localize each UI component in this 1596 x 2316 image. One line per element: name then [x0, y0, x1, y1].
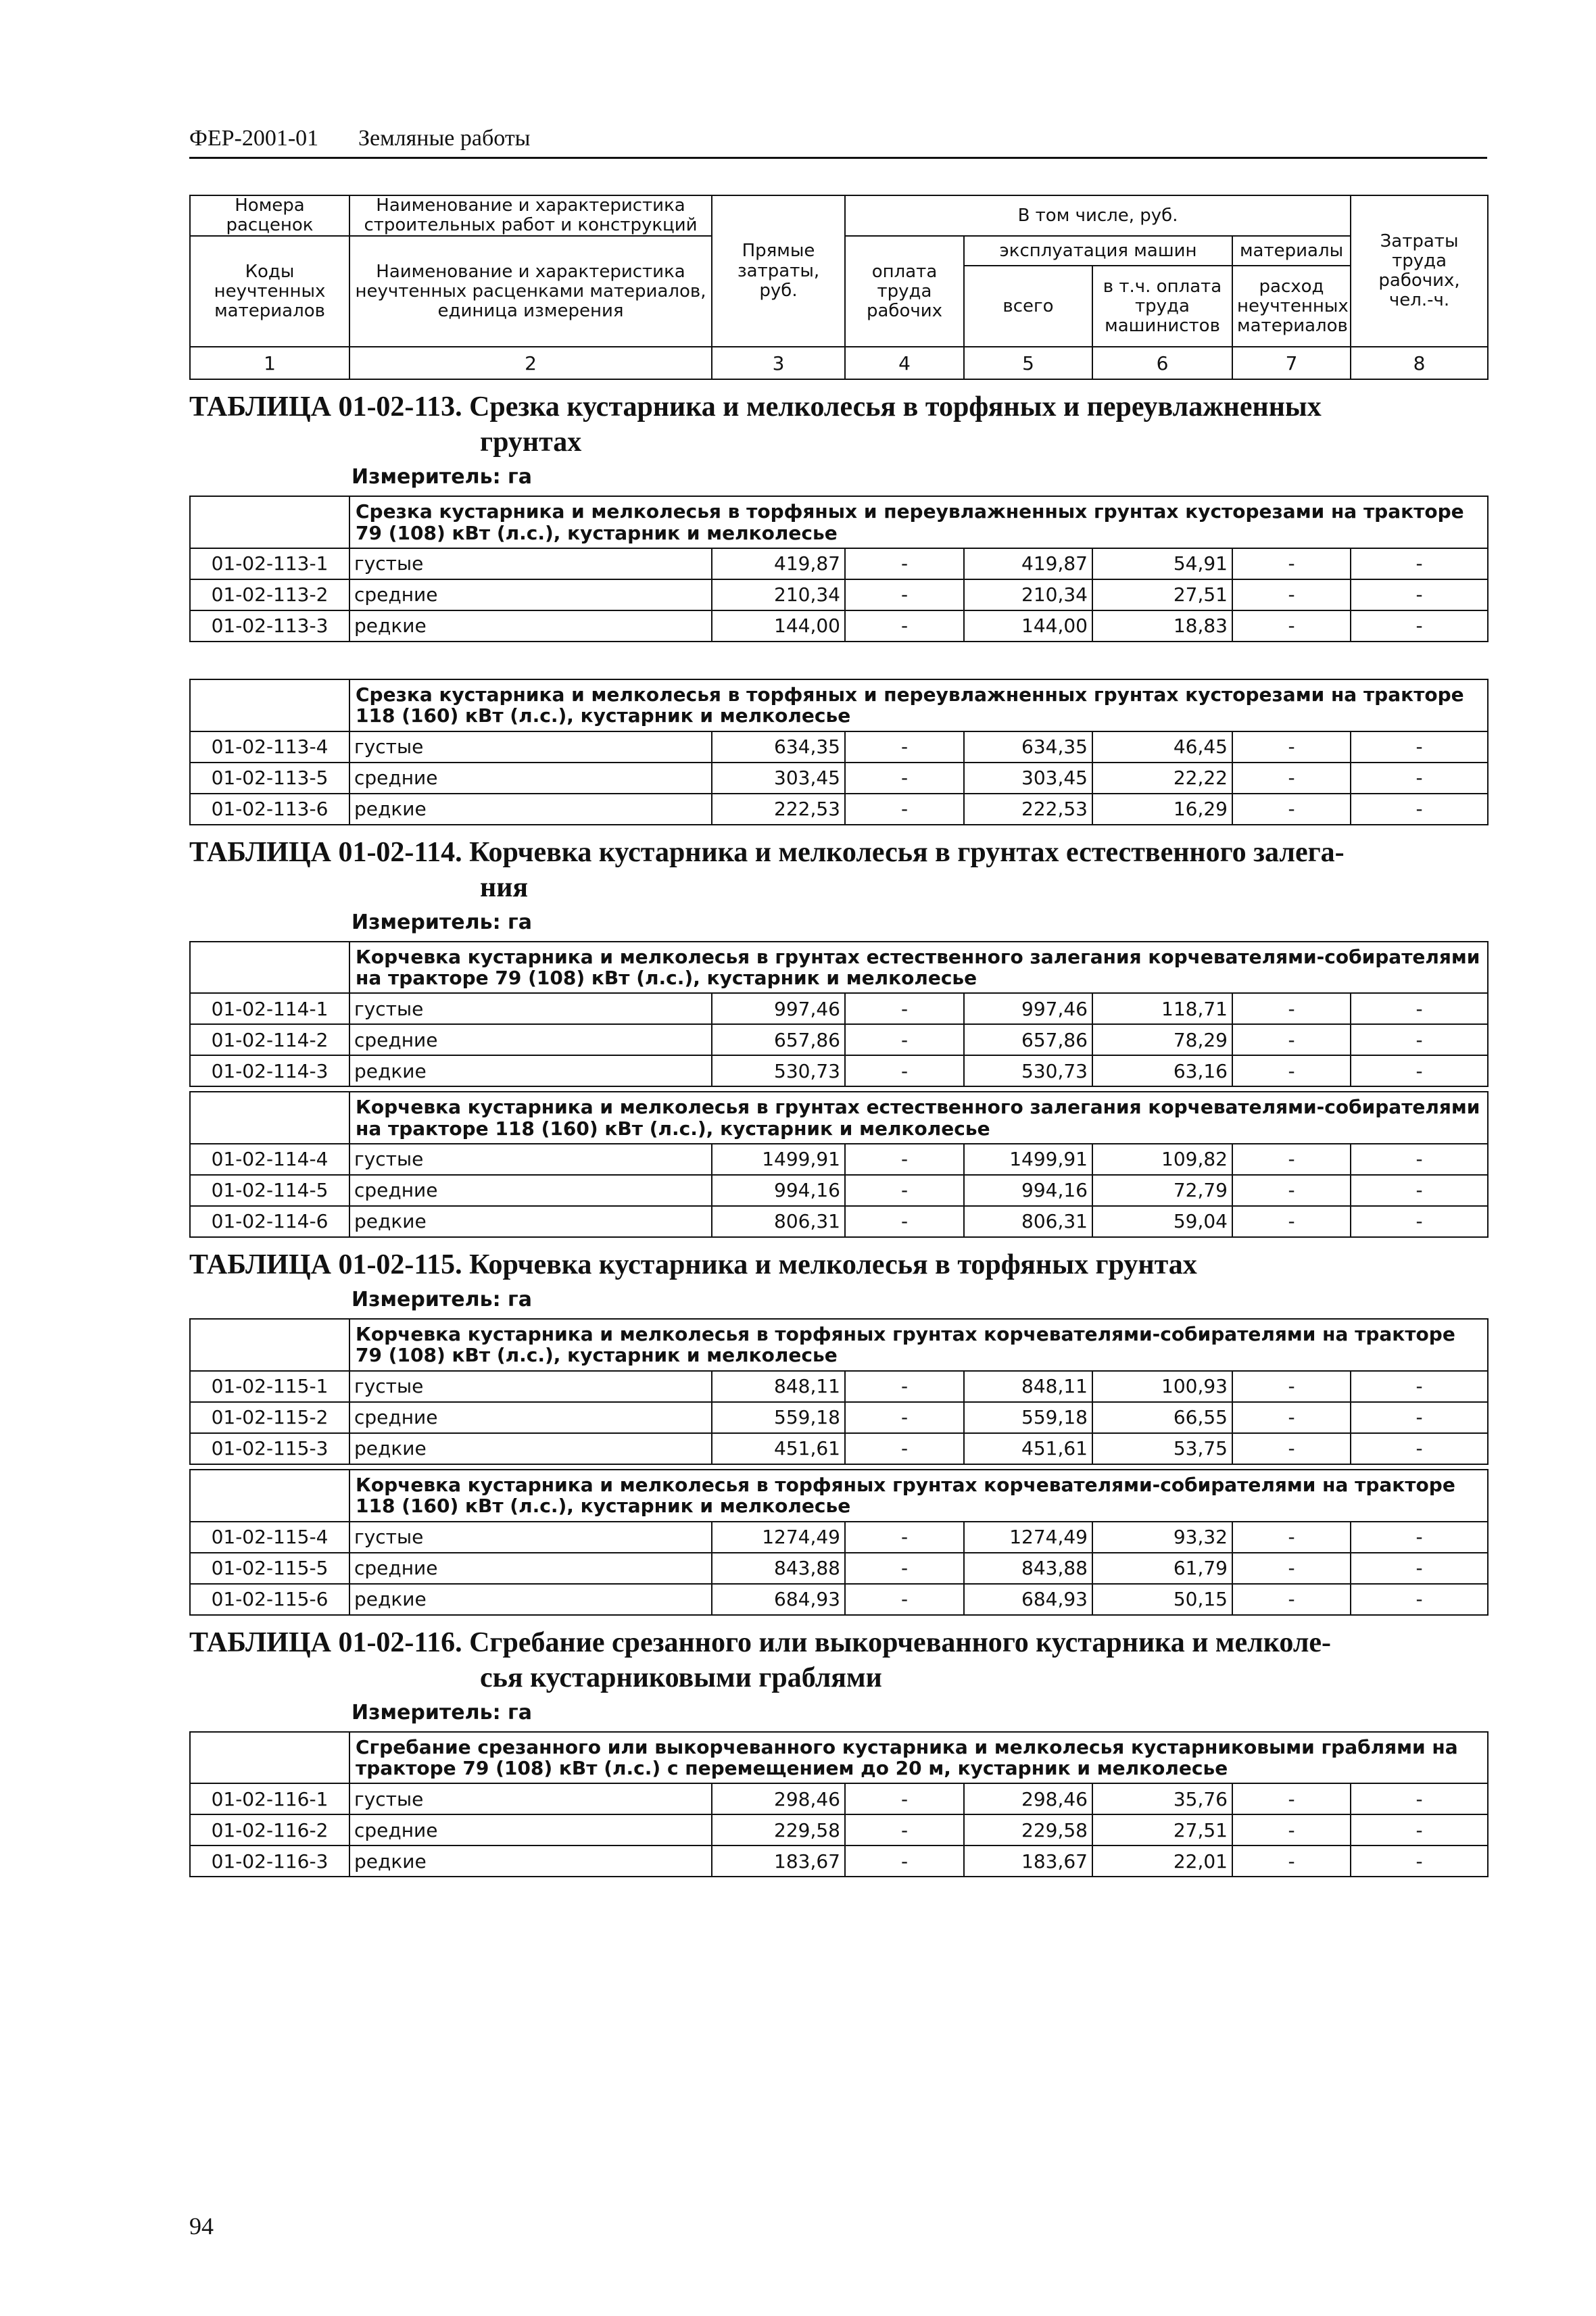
worker-pay: - [845, 1175, 964, 1206]
direct-cost: 806,31 [712, 1206, 845, 1237]
table-row [190, 993, 1488, 1024]
direct-cost: 229,58 [712, 1814, 845, 1845]
work-type: густые [349, 731, 712, 763]
rate-code: 01-02-115-5 [190, 1553, 349, 1584]
machine-cost: 657,86 [964, 1024, 1092, 1055]
column-number: 8 [1351, 347, 1488, 379]
table-title [189, 1247, 1487, 1282]
group-heading: Корчевка кустарника и мелколесья в торфяных грунтах корчевателями-собирателями на тракторе 79 (108) кВт (л.с.), кустарник и мелколесье [349, 1319, 1488, 1371]
direct-cost: 657,86 [712, 1024, 845, 1055]
rate-code: 01-02-115-4 [190, 1522, 349, 1553]
material-usage: - [1232, 794, 1351, 825]
work-type: густые [349, 548, 712, 579]
machinist-pay: 46,45 [1092, 731, 1232, 763]
worker-pay: - [845, 1522, 964, 1553]
table-title-line: ТАБЛИЦА 01-02-115. Корчевка кустарника и мелколесья в торфяных грунтах [189, 1249, 1197, 1281]
group-heading-row [190, 1470, 1488, 1522]
worker-pay: - [845, 794, 964, 825]
rate-code: 01-02-114-1 [190, 993, 349, 1024]
rate-code: 01-02-116-3 [190, 1845, 349, 1877]
document-code: ФЕР-2001-01 [189, 126, 319, 151]
group-heading: Корчевка кустарника и мелколесья в торфяных грунтах корчевателями-собирателями на тракторе 118 (160) кВт (л.с.), кустарник и мелколесье [349, 1470, 1488, 1522]
column-number: 1 [190, 347, 349, 379]
rate-group-table [189, 1731, 1489, 1878]
header-materials: материалы [1232, 236, 1351, 266]
group-heading: Срезка кустарника и мелколесья в торфяных и переувлажненных грунтах кусторезами на тракторе 118 (160) кВт (л.с.), кустарник и мелколесье [349, 679, 1488, 731]
measure-unit: Измеритель: га [352, 1700, 532, 1724]
machine-cost: 451,61 [964, 1433, 1092, 1464]
table-row [190, 1783, 1488, 1814]
worker-pay: - [845, 1845, 964, 1877]
material-usage: - [1232, 1024, 1351, 1055]
machinist-pay: 61,79 [1092, 1553, 1232, 1584]
worker-pay: - [845, 579, 964, 610]
material-usage: - [1232, 1144, 1351, 1175]
section-title: Земляные работы [358, 126, 531, 151]
rate-code: 01-02-115-2 [190, 1402, 349, 1433]
work-type: средние [349, 1402, 712, 1433]
direct-cost: 451,61 [712, 1433, 845, 1464]
material-usage: - [1232, 993, 1351, 1024]
rate-code: 01-02-116-2 [190, 1814, 349, 1845]
group-heading: Сгребание срезанного или выкорчеванного кустарника и мелколесья кустарниковыми граблями на тракторе 79 (108) кВт (л.с.) с перемещением до 20 м, кустарник и мелколесье [349, 1732, 1488, 1784]
group-heading-row [190, 1732, 1488, 1784]
table-title-line: ТАБЛИЦА 01-02-116. Сгребание срезанного или выкорчеванного кустарника и мелколе- [189, 1626, 1332, 1658]
labor-hours: - [1351, 731, 1488, 763]
worker-pay: - [845, 731, 964, 763]
header-material-codes: Коды неучтенных материалов [190, 236, 349, 347]
labor-hours: - [1351, 1024, 1488, 1055]
machinist-pay: 109,82 [1092, 1144, 1232, 1175]
labor-hours: - [1351, 1144, 1488, 1175]
rate-group-table [189, 941, 1489, 1088]
work-type: средние [349, 579, 712, 610]
rate-code: 01-02-116-1 [190, 1783, 349, 1814]
worker-pay: - [845, 1206, 964, 1237]
worker-pay: - [845, 1402, 964, 1433]
column-number: 2 [349, 347, 712, 379]
group-heading-row [190, 496, 1488, 548]
rate-group-table [189, 679, 1489, 825]
direct-cost: 222,53 [712, 794, 845, 825]
labor-hours: - [1351, 1371, 1488, 1402]
work-type: средние [349, 1024, 712, 1055]
table-row [190, 579, 1488, 610]
column-number: 7 [1232, 347, 1351, 379]
labor-hours: - [1351, 1055, 1488, 1086]
worker-pay: - [845, 1055, 964, 1086]
table-row [190, 1433, 1488, 1464]
header-including: В том числе, руб. [845, 195, 1351, 236]
machine-cost: 994,16 [964, 1175, 1092, 1206]
direct-cost: 183,67 [712, 1845, 845, 1877]
table-row [190, 1402, 1488, 1433]
rates-sheet [189, 195, 1487, 1877]
blank-cell [190, 942, 349, 994]
direct-cost: 997,46 [712, 993, 845, 1024]
table-title-line: сья кустарниковыми граблями [480, 1662, 882, 1693]
labor-hours: - [1351, 794, 1488, 825]
direct-cost: 1274,49 [712, 1522, 845, 1553]
machinist-pay: 27,51 [1092, 579, 1232, 610]
work-type: редкие [349, 1845, 712, 1877]
machine-cost: 1499,91 [964, 1144, 1092, 1175]
rate-group-table [189, 496, 1489, 642]
labor-hours: - [1351, 763, 1488, 794]
group-heading: Корчевка кустарника и мелколесья в грунтах естественного залегания корчевателями-собирателями на тракторе 79 (108) кВт (л.с.), кустарник и мелколесье [349, 942, 1488, 994]
column-number: 3 [712, 347, 845, 379]
rate-tables [189, 389, 1487, 1877]
work-type: густые [349, 1371, 712, 1402]
machine-cost: 997,46 [964, 993, 1092, 1024]
labor-hours: - [1351, 1433, 1488, 1464]
labor-hours: - [1351, 1175, 1488, 1206]
machinist-pay: 72,79 [1092, 1175, 1232, 1206]
machinist-pay: 118,71 [1092, 993, 1232, 1024]
work-type: редкие [349, 1206, 712, 1237]
header-labor-hours: Затраты труда рабочих, чел.-ч. [1351, 195, 1488, 347]
labor-hours: - [1351, 1402, 1488, 1433]
machinist-pay: 100,93 [1092, 1371, 1232, 1402]
material-usage: - [1232, 1175, 1351, 1206]
table-row [190, 1144, 1488, 1175]
machinist-pay: 59,04 [1092, 1206, 1232, 1237]
machinist-pay: 93,32 [1092, 1522, 1232, 1553]
table-row [190, 1522, 1488, 1553]
direct-cost: 303,45 [712, 763, 845, 794]
machinist-pay: 54,91 [1092, 548, 1232, 579]
machine-cost: 298,46 [964, 1783, 1092, 1814]
header-rule [189, 157, 1487, 159]
rate-code: 01-02-115-1 [190, 1371, 349, 1402]
material-usage: - [1232, 548, 1351, 579]
column-number: 5 [964, 347, 1092, 379]
machine-cost: 559,18 [964, 1402, 1092, 1433]
material-usage: - [1232, 1371, 1351, 1402]
direct-cost: 634,35 [712, 731, 845, 763]
rate-code: 01-02-114-5 [190, 1175, 349, 1206]
worker-pay: - [845, 1584, 964, 1615]
rate-table-block [189, 1625, 1487, 1878]
rate-code: 01-02-115-6 [190, 1584, 349, 1615]
rate-table-block [189, 1247, 1487, 1615]
rate-code: 01-02-115-3 [190, 1433, 349, 1464]
table-title [189, 389, 1487, 460]
machine-cost: 1274,49 [964, 1522, 1092, 1553]
material-usage: - [1232, 1584, 1351, 1615]
measure-unit: Измеритель: га [352, 910, 532, 934]
direct-cost: 298,46 [712, 1783, 845, 1814]
header-direct-costs: Прямые затраты, руб. [712, 195, 845, 347]
worker-pay: - [845, 993, 964, 1024]
direct-cost: 848,11 [712, 1371, 845, 1402]
material-usage: - [1232, 763, 1351, 794]
blank-cell [190, 1319, 349, 1371]
rate-group-table [189, 1091, 1489, 1238]
direct-cost: 994,16 [712, 1175, 845, 1206]
header-worker-pay: оплата труда рабочих [845, 236, 964, 347]
rate-code: 01-02-113-4 [190, 731, 349, 763]
rate-code: 01-02-113-6 [190, 794, 349, 825]
table-title-line: грунтах [480, 427, 582, 458]
machine-cost: 183,67 [964, 1845, 1092, 1877]
labor-hours: - [1351, 1553, 1488, 1584]
group-heading-row [190, 1092, 1488, 1144]
rate-code: 01-02-114-2 [190, 1024, 349, 1055]
work-type: средние [349, 763, 712, 794]
group-heading-row [190, 942, 1488, 994]
machinist-pay: 22,01 [1092, 1845, 1232, 1877]
rate-table-block [189, 389, 1487, 825]
machinist-pay: 50,15 [1092, 1584, 1232, 1615]
group-heading: Срезка кустарника и мелколесья в торфяных и переувлажненных грунтах кусторезами на тракторе 79 (108) кВт (л.с.), кустарник и мелколесье [349, 496, 1488, 548]
material-usage: - [1232, 1402, 1351, 1433]
machine-cost: 419,87 [964, 548, 1092, 579]
header-machinist-pay: в т.ч. оплата труда машинистов [1092, 266, 1232, 347]
machine-cost: 303,45 [964, 763, 1092, 794]
table-row [190, 1055, 1488, 1086]
table-title-line: ТАБЛИЦА 01-02-113. Срезка кустарника и мелколесья в торфяных и переувлажненных [189, 391, 1322, 423]
worker-pay: - [845, 1433, 964, 1464]
work-type: густые [349, 1783, 712, 1814]
material-usage: - [1232, 1433, 1351, 1464]
worker-pay: - [845, 1144, 964, 1175]
worker-pay: - [845, 610, 964, 642]
labor-hours: - [1351, 1522, 1488, 1553]
work-type: густые [349, 1522, 712, 1553]
table-title-line: ТАБЛИЦА 01-02-114. Корчевка кустарника и мелколесья в грунтах естественного залега- [189, 836, 1345, 868]
work-type: редкие [349, 1055, 712, 1086]
machine-cost: 530,73 [964, 1055, 1092, 1086]
labor-hours: - [1351, 579, 1488, 610]
blank-cell [190, 496, 349, 548]
labor-hours: - [1351, 548, 1488, 579]
blank-cell [190, 679, 349, 731]
work-type: редкие [349, 794, 712, 825]
worker-pay: - [845, 1814, 964, 1845]
material-usage: - [1232, 1814, 1351, 1845]
blank-cell [190, 1092, 349, 1144]
header-machines-total: всего [964, 266, 1092, 347]
rate-code: 01-02-114-4 [190, 1144, 349, 1175]
group-spacer [189, 642, 1487, 679]
table-row [190, 1175, 1488, 1206]
direct-cost: 559,18 [712, 1402, 845, 1433]
work-type: редкие [349, 610, 712, 642]
blank-cell [190, 1470, 349, 1522]
table-title [189, 835, 1487, 905]
material-usage: - [1232, 1845, 1351, 1877]
machine-cost: 634,35 [964, 731, 1092, 763]
column-number: 6 [1092, 347, 1232, 379]
direct-cost: 210,34 [712, 579, 845, 610]
header-machine-operation: эксплуатация машин [964, 236, 1232, 266]
header-work-name: Наименование и характеристика строительных работ и конструкций [349, 195, 712, 236]
direct-cost: 684,93 [712, 1584, 845, 1615]
machinist-pay: 63,16 [1092, 1055, 1232, 1086]
rate-group-table [189, 1469, 1489, 1616]
labor-hours: - [1351, 610, 1488, 642]
machinist-pay: 66,55 [1092, 1402, 1232, 1433]
material-usage: - [1232, 579, 1351, 610]
labor-hours: - [1351, 1814, 1488, 1845]
direct-cost: 1499,91 [712, 1144, 845, 1175]
machine-cost: 806,31 [964, 1206, 1092, 1237]
work-type: густые [349, 1144, 712, 1175]
table-title [189, 1625, 1487, 1695]
header-material-usage: расход неучтенных материалов [1232, 266, 1351, 347]
material-usage: - [1232, 1055, 1351, 1086]
rate-code: 01-02-113-2 [190, 579, 349, 610]
machine-cost: 222,53 [964, 794, 1092, 825]
worker-pay: - [845, 1783, 964, 1814]
worker-pay: - [845, 548, 964, 579]
material-usage: - [1232, 1522, 1351, 1553]
machinist-pay: 53,75 [1092, 1433, 1232, 1464]
table-row [190, 1553, 1488, 1584]
worker-pay: - [845, 1024, 964, 1055]
direct-cost: 843,88 [712, 1553, 845, 1584]
machinist-pay: 27,51 [1092, 1814, 1232, 1845]
table-row [190, 1371, 1488, 1402]
rate-table-block [189, 835, 1487, 1238]
work-type: редкие [349, 1584, 712, 1615]
table-row [190, 731, 1488, 763]
labor-hours: - [1351, 1783, 1488, 1814]
worker-pay: - [845, 763, 964, 794]
table-row [190, 1584, 1488, 1615]
table-row [190, 610, 1488, 642]
table-row [190, 1206, 1488, 1237]
worker-pay: - [845, 1371, 964, 1402]
work-type: средние [349, 1553, 712, 1584]
table-row [190, 1845, 1488, 1877]
column-number: 4 [845, 347, 964, 379]
group-heading-row [190, 679, 1488, 731]
machine-cost: 210,34 [964, 579, 1092, 610]
material-usage: - [1232, 1206, 1351, 1237]
measure-unit: Измеритель: га [352, 465, 532, 489]
work-type: средние [349, 1175, 712, 1206]
blank-cell [190, 1732, 349, 1784]
machine-cost: 843,88 [964, 1553, 1092, 1584]
group-heading-row [190, 1319, 1488, 1371]
rate-code: 01-02-114-3 [190, 1055, 349, 1086]
rate-group-table [189, 1318, 1489, 1465]
direct-cost: 144,00 [712, 610, 845, 642]
machine-cost: 144,00 [964, 610, 1092, 642]
header-rate-numbers: Номера расценок [190, 195, 349, 236]
rate-code: 01-02-114-6 [190, 1206, 349, 1237]
machine-cost: 684,93 [964, 1584, 1092, 1615]
machinist-pay: 78,29 [1092, 1024, 1232, 1055]
column-header-table [189, 195, 1489, 380]
material-usage: - [1232, 610, 1351, 642]
machinist-pay: 18,83 [1092, 610, 1232, 642]
table-row [190, 1814, 1488, 1845]
table-row [190, 548, 1488, 579]
page-header [189, 119, 1487, 157]
rate-code: 01-02-113-1 [190, 548, 349, 579]
table-row [190, 1024, 1488, 1055]
machinist-pay: 35,76 [1092, 1783, 1232, 1814]
labor-hours: - [1351, 1845, 1488, 1877]
direct-cost: 419,87 [712, 548, 845, 579]
work-type: средние [349, 1814, 712, 1845]
labor-hours: - [1351, 1584, 1488, 1615]
material-usage: - [1232, 1553, 1351, 1584]
material-usage: - [1232, 1783, 1351, 1814]
machine-cost: 848,11 [964, 1371, 1092, 1402]
table-title-line: ния [480, 871, 529, 903]
machine-cost: 229,58 [964, 1814, 1092, 1845]
table-row [190, 763, 1488, 794]
machinist-pay: 22,22 [1092, 763, 1232, 794]
work-type: редкие [349, 1433, 712, 1464]
direct-cost: 530,73 [712, 1055, 845, 1086]
material-usage: - [1232, 731, 1351, 763]
work-type: густые [349, 993, 712, 1024]
group-heading: Корчевка кустарника и мелколесья в грунтах естественного залегания корчевателями-собирателями на тракторе 118 (160) кВт (л.с.), кустарник и мелколесье [349, 1092, 1488, 1144]
machinist-pay: 16,29 [1092, 794, 1232, 825]
rate-code: 01-02-113-3 [190, 610, 349, 642]
page-number: 94 [189, 2213, 214, 2240]
rate-code: 01-02-113-5 [190, 763, 349, 794]
labor-hours: - [1351, 1206, 1488, 1237]
labor-hours: - [1351, 993, 1488, 1024]
table-row [190, 794, 1488, 825]
header-material-name: Наименование и характеристика неучтенных расценками материалов, единица измерения [349, 236, 712, 347]
worker-pay: - [845, 1553, 964, 1584]
measure-unit: Измеритель: га [352, 1288, 532, 1312]
